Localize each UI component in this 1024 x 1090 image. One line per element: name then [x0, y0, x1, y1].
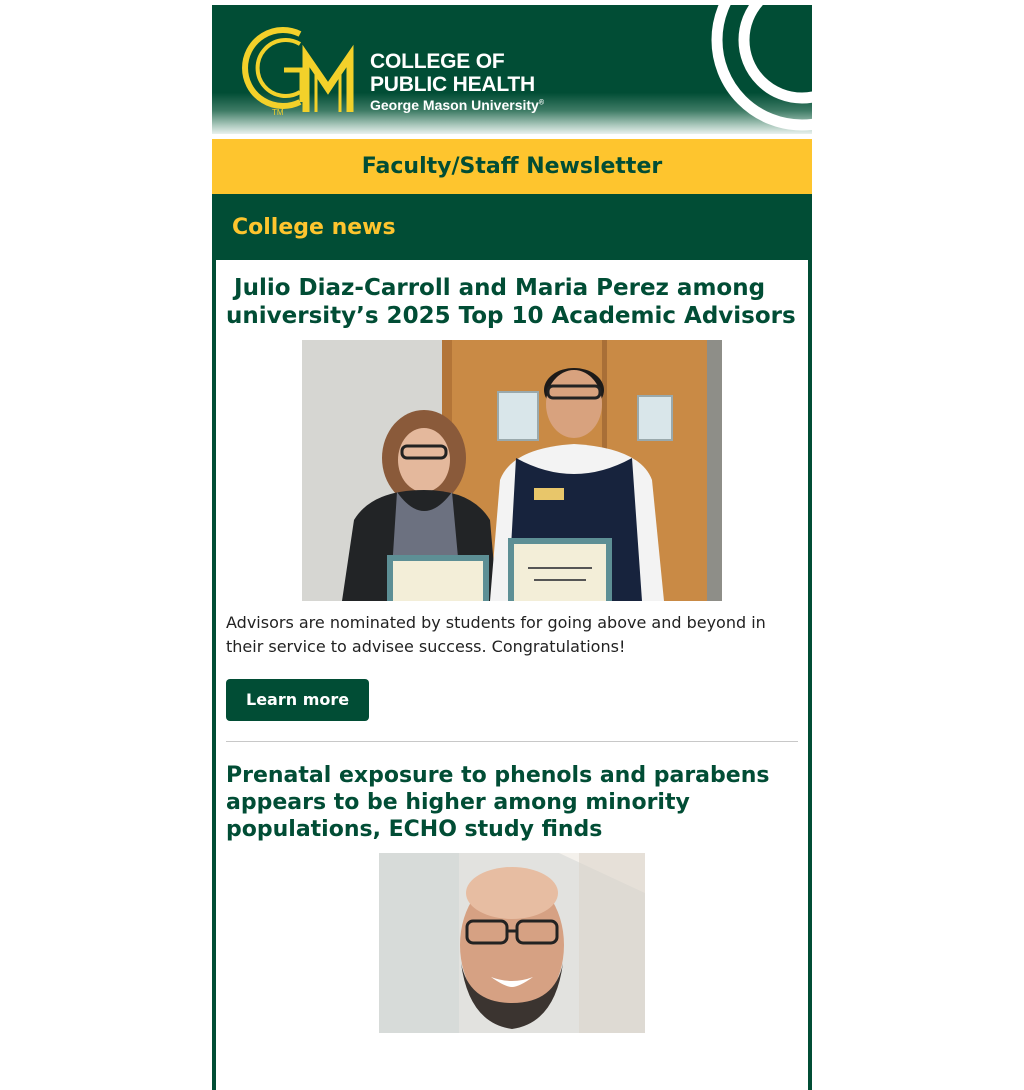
researcher-photo[interactable] — [379, 853, 645, 1033]
learn-more-button[interactable]: Learn more — [226, 679, 369, 721]
college-wordmark — [370, 51, 544, 112]
newsletter — [212, 5, 812, 1090]
article-summary: Advisors are nominated by students for going above and beyond in their service to advisee success. Congratulations! — [226, 613, 766, 656]
decorative-rings-icon — [682, 5, 812, 134]
advisors-photo[interactable] — [302, 340, 722, 601]
newsletter-title: Faculty/Staff Newsletter — [212, 139, 812, 194]
article-card — [226, 762, 798, 1033]
university-name: George Mason University — [370, 97, 539, 113]
gm-logo-icon — [240, 22, 365, 122]
section-heading: College news — [212, 194, 812, 260]
header-banner — [212, 5, 812, 134]
article-title[interactable]: Prenatal exposure to phenols and parabens appears to be higher among minority populations, ECHO study finds — [226, 763, 770, 842]
college-line-2: PUBLIC HEALTH — [370, 73, 536, 96]
article-card — [226, 274, 798, 721]
trademark-mark: TM — [272, 108, 284, 117]
registered-mark: ® — [538, 99, 544, 107]
article-divider — [226, 741, 798, 742]
article-title[interactable]: Julio Diaz-Carroll and Maria Perez among university’s 2025 Top 10 Academic Advisors — [226, 275, 796, 329]
content-area — [212, 260, 812, 1090]
college-line-1: COLLEGE OF — [370, 50, 505, 73]
